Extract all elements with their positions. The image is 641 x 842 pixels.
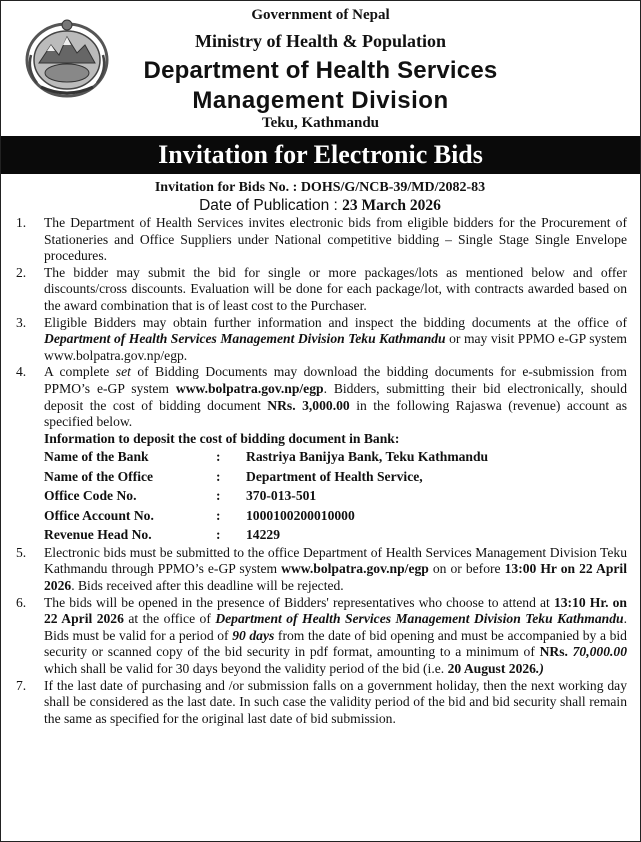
item-text: at the office of	[123, 611, 216, 627]
bank-row	[44, 467, 627, 487]
item-text: . Bidders, submitting their bid electronically, should deposit the cost of bidding document	[44, 380, 627, 413]
list-item	[13, 595, 627, 678]
publication-date	[13, 196, 627, 215]
list-item	[13, 215, 627, 265]
item-text: or may visit PPMO e-GP system www.bolpatra.gov.np/egp.	[44, 331, 627, 363]
item-number: 4.	[16, 364, 27, 380]
publication-date-value: 23 March 2026	[342, 197, 441, 214]
item-number: 6.	[16, 594, 27, 610]
bank-info-heading: Information to deposit the cost of bidding document in Bank:	[44, 430, 400, 446]
notice-title-banner: Invitation for Electronic Bids	[1, 136, 640, 174]
security-valid-date: 20 August 2026	[447, 660, 536, 676]
document-cost: NRs. 3,000.00	[267, 397, 350, 413]
division-line: Management Division	[192, 87, 449, 114]
item-text: . Bids must be valid for a period of	[44, 611, 627, 643]
item-text: Eligible Bidders may obtain further information and inspect the bidding documents at the office of	[44, 314, 627, 330]
item-number: 1.	[16, 215, 27, 230]
bank-row-key: Name of the Bank	[44, 449, 149, 465]
item-text: The bids will be opened in the presence of Bidders' representatives who choose to attend at	[44, 594, 554, 610]
security-currency: NRs.	[539, 644, 568, 660]
office-name-emphasis: Department of Health Services Management Division Teku Kathmandu	[44, 331, 446, 347]
submission-deadline: 13:00 Hr on 22 April 2026	[44, 561, 627, 593]
bank-row-key: Revenue Head No.	[44, 527, 152, 543]
bank-row-sep: :	[216, 468, 221, 484]
validity-period: 90 days	[232, 627, 275, 643]
bank-row-key: Name of the Office	[44, 468, 154, 484]
item-text: of Bidding Documents may download the bidding documents for e-submission from PPMO’s e-GP system	[44, 364, 627, 396]
set-emphasis: set	[115, 364, 131, 380]
bank-row-sep: :	[216, 507, 221, 523]
bank-row-sep: :	[216, 488, 221, 504]
list-item	[13, 678, 627, 728]
item-number: 5.	[16, 544, 27, 560]
item-text: Electronic bids must be submitted to the office Department of Health Services Management Division Teku Kathmandu through PPMO’s e-GP system	[44, 544, 627, 577]
item-text: on or before	[428, 561, 505, 577]
bank-row-value: 370-013-501	[246, 488, 317, 504]
opening-time: 13:10 Hr. on 22 April 2026	[44, 594, 627, 627]
item-text: A complete	[44, 364, 116, 380]
government-line: Government of Nepal	[251, 7, 390, 23]
publication-date-label: Date of Publication :	[199, 197, 343, 214]
item-text: .)	[535, 660, 544, 676]
bank-row-sep: :	[216, 449, 221, 465]
list-item	[13, 315, 627, 365]
ministry-line: Ministry of Health & Population	[195, 31, 446, 51]
bank-row-value: 14229	[246, 527, 280, 543]
bank-row-key: Office Code No.	[44, 488, 137, 504]
list-item	[13, 265, 627, 315]
item-text: in the following Rajaswa (revenue) account as specified below.	[44, 397, 627, 430]
item-text: . Bids received after this deadline will be rejected.	[71, 578, 344, 593]
item-number: 3.	[16, 314, 27, 330]
notice-header	[1, 1, 640, 136]
bank-row-sep: :	[216, 527, 221, 543]
item-text: which shall be valid for 30 days beyond the validity period of the bid (i.e.	[44, 660, 448, 676]
bank-row-key: Office Account No.	[44, 507, 154, 523]
bank-row	[44, 525, 627, 545]
bank-row	[44, 447, 627, 467]
egp-link[interactable]: www.bolpatra.gov.np/egp	[175, 380, 324, 396]
list-item	[13, 545, 627, 595]
egp-link[interactable]: www.bolpatra.gov.np/egp	[281, 561, 429, 577]
department-line: Department of Health Services	[143, 57, 498, 84]
office-name-emphasis: Department of Health Services Management Division Teku Kathmandu	[215, 611, 624, 627]
item-text: The Department of Health Services invites electronic bids from eligible bidders for the Procurement of Stationeries and Office Suppliers under National competitive bidding – Single Stage Single Envelope procedures.	[44, 215, 627, 264]
notice-body	[1, 179, 640, 727]
bank-row	[44, 486, 627, 506]
list-item	[13, 364, 627, 544]
bank-row-value: 1000100200010000	[246, 507, 355, 523]
bid-number: Invitation for Bids No. : DOHS/G/NCB-39/MD/2082-83	[154, 180, 486, 195]
item-number: 7.	[16, 677, 27, 693]
bank-row	[44, 506, 627, 526]
item-number: 2.	[16, 264, 27, 280]
notice-items	[13, 215, 627, 727]
location-line: Teku, Kathmandu	[262, 115, 379, 131]
bank-info	[44, 431, 627, 545]
bank-row-value: Rastriya Banijya Bank, Teku Kathmandu	[246, 449, 489, 465]
item-text: If the last date of purchasing and /or submission falls on a government holiday, then the next working day shall be considered as the last date. In such case the validity period of the bid and bid security shall remain the same as specified for the original last date of bid submission.	[44, 677, 627, 726]
item-text: from the date of bid opening and must be accompanied by a bid security or scanned copy of the bid security in pdf format, amounting to a minimum of	[44, 627, 627, 660]
bank-row-value: Department of Health Service,	[246, 468, 423, 484]
security-amount: 70,000.00	[567, 644, 627, 660]
item-text: The bidder may submit the bid for single or more packages/lots as mentioned below and offer discounts/cross discounts. Evaluation will be done for each package/lot, with contracts awarded based on the award combination that is of least cost to the Purchaser.	[44, 264, 627, 313]
